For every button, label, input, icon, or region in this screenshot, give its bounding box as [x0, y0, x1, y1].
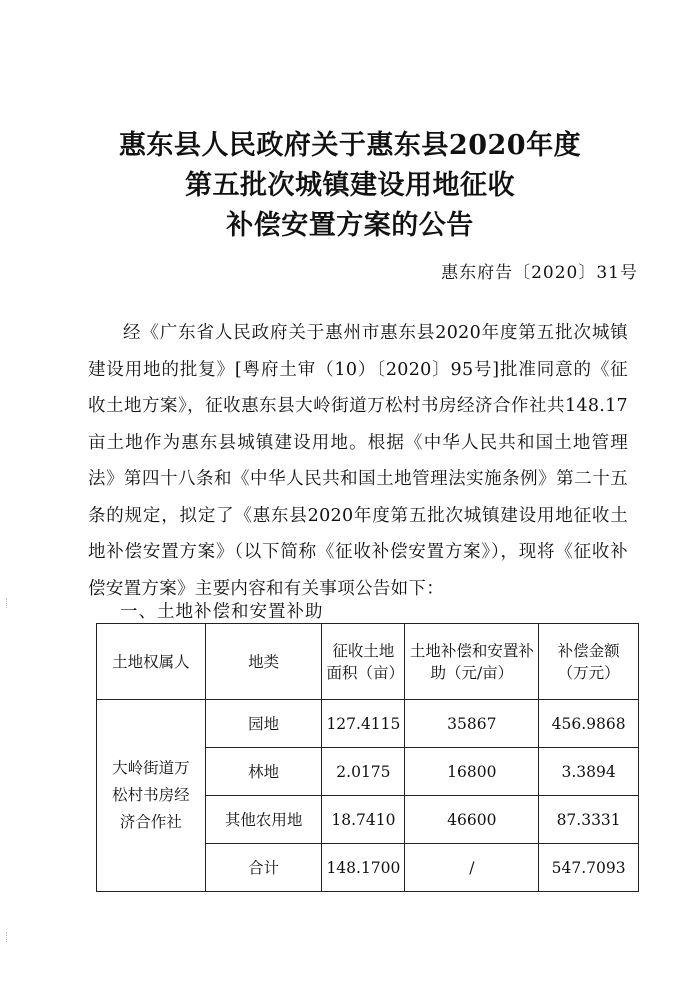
- rate-cell: 46600: [405, 796, 539, 844]
- document-title: [60, 126, 640, 246]
- header-amount: 补偿金额（万元）: [539, 624, 639, 700]
- table-row: [97, 700, 639, 748]
- rate-cell: 35867: [405, 700, 539, 748]
- area-cell: 2.0175: [322, 748, 405, 796]
- header-land-type: 地类: [205, 624, 322, 700]
- area-cell: 148.1700: [322, 844, 405, 892]
- document-number: 惠东府告〔2020〕31号: [441, 263, 638, 283]
- area-cell: 18.7410: [322, 796, 405, 844]
- rate-cell: 16800: [405, 748, 539, 796]
- section-heading: 一、土地补偿和安置补助: [120, 602, 324, 622]
- amount-cell: 547.7093: [539, 844, 639, 892]
- body-paragraph: 经《广东省人民政府关于惠州市惠东县2020年度第五批次城镇建设用地的批复》[粤府土审（10）〔2020〕95号]批准同意的《征收土地方案》，征收惠东县大岭街道万松村书房经济合作社共148.17亩土地作为惠东县城镇建设用地。根据《中华人民共和国土地管理法》第四十八条和《中华人民共和国土地管理法实施条例》第二十五条的规定，拟定了《惠东县2020年度第五批次城镇建设用地征收土地补偿安置方案》（以下简称《征收补偿安置方案》），现将《征收补偿安置方案》主要内容和有关事项公告如下：: [88, 323, 628, 599]
- title-line-1: 惠东县人民政府关于惠东县2020年度: [118, 130, 582, 161]
- owner-cell: 大岭街道万松村书房经济合作社: [97, 700, 206, 892]
- scan-margin-mark: [6, 598, 11, 608]
- rate-cell: /: [405, 844, 539, 892]
- header-owner: 土地权属人: [97, 624, 206, 700]
- amount-cell: 456.9868: [539, 700, 639, 748]
- header-area: 征收土地面积（亩）: [322, 624, 405, 700]
- amount-cell: 3.3894: [539, 748, 639, 796]
- header-rate: 土地补偿和安置补助（元/亩）: [405, 624, 539, 700]
- compensation-table: [96, 623, 639, 892]
- land-type-cell: 合计: [205, 844, 322, 892]
- land-type-cell: 园地: [205, 700, 322, 748]
- title-line-3: 补偿安置方案的公告: [226, 210, 474, 241]
- amount-cell: 87.3331: [539, 796, 639, 844]
- land-type-cell: 其他农用地: [205, 796, 322, 844]
- land-type-cell: 林地: [205, 748, 322, 796]
- table-header-row: [97, 624, 639, 700]
- title-line-2: 第五批次城镇建设用地征收: [185, 170, 515, 201]
- scan-margin-mark: [6, 932, 11, 942]
- area-cell: 127.4115: [322, 700, 405, 748]
